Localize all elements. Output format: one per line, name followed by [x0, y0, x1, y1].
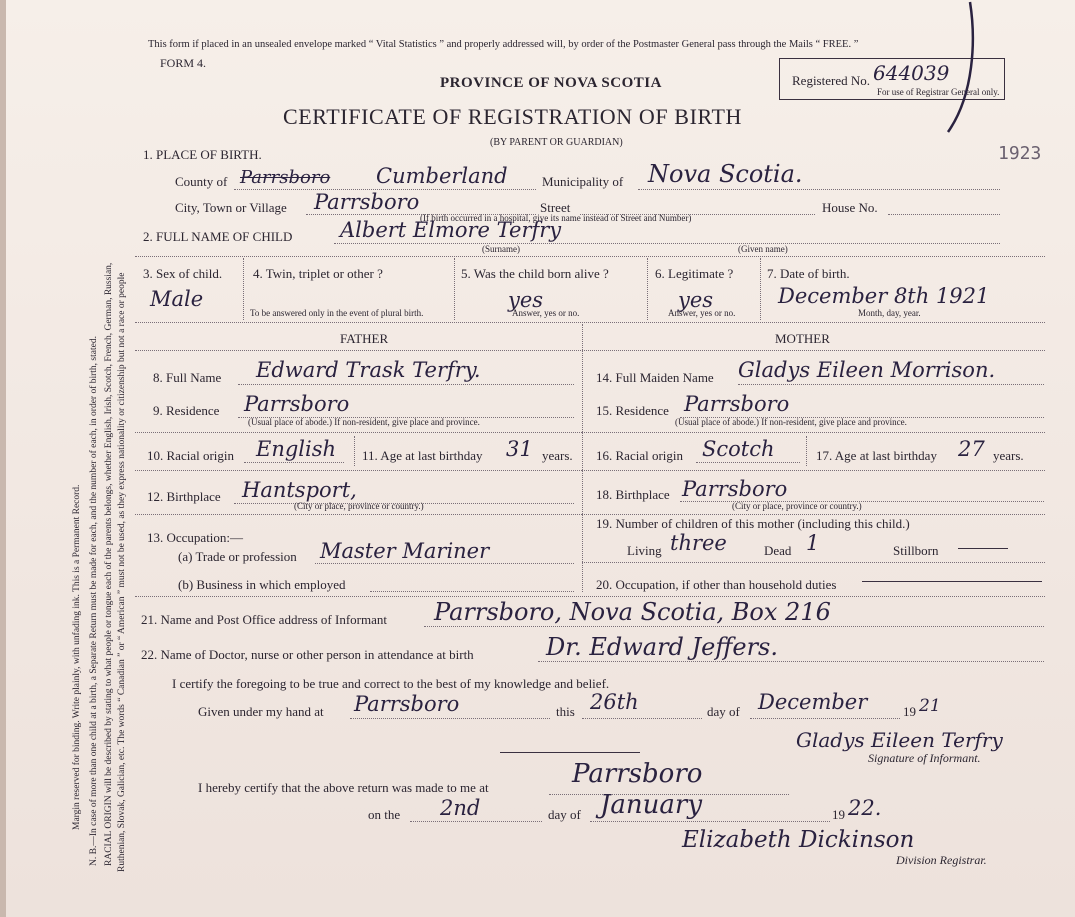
registrar-use-note: For use of Registrar General only.: [877, 87, 1000, 97]
surname-note: (Surname): [482, 244, 520, 254]
legitimate-value: yes: [678, 288, 714, 312]
trade-value: Master Mariner: [320, 539, 490, 563]
children-label: 19. Number of children of this mother (including this child.): [596, 516, 910, 531]
mother-years: years.: [993, 448, 1024, 463]
father-name-label: 8. Full Name: [153, 370, 222, 385]
year-stamp: 1923: [998, 143, 1042, 164]
stillborn-label: Stillborn: [893, 543, 939, 558]
father-age-label: 11. Age at last birthday: [362, 448, 483, 463]
father-divider-3: [135, 514, 582, 515]
child-name-value: Albert Elmore Terfry: [340, 218, 562, 242]
father-name-value: Edward Trask Terfry.: [256, 358, 481, 382]
trade-line: [315, 563, 574, 564]
occupation-label: 13. Occupation:—: [147, 530, 244, 545]
row-divider-heading: [135, 350, 1045, 351]
father-race-label: 10. Racial origin: [147, 448, 235, 463]
col-divider-1: [243, 258, 244, 320]
margin-note-2: N. B.—In case of more than one child at a birth, a Separate Return must be made for each, and the number of each, in order of birth, stated.: [89, 336, 99, 866]
mother-divider-4: [582, 562, 1045, 563]
row-divider-top: [135, 256, 1045, 257]
county-label: County of: [175, 174, 228, 189]
mother-occupation-dash: [862, 581, 1042, 582]
registrar-day-of-label: day of: [548, 807, 581, 822]
col-divider-4: [760, 258, 761, 320]
father-age-divider: [354, 436, 355, 466]
municipality-value: Nova Scotia.: [648, 160, 803, 188]
mother-birthplace-value: Parrsboro: [682, 477, 788, 501]
pencil-mark: [940, 0, 980, 140]
col-divider-2: [454, 258, 455, 320]
mother-name-line: [738, 384, 1044, 385]
place-of-birth-label: 1. PLACE OF BIRTH.: [143, 147, 262, 162]
father-divider-2: [135, 470, 582, 471]
father-name-line: [238, 384, 574, 385]
mother-race-value: Scotch: [702, 437, 775, 461]
doctor-value: Dr. Edward Jeffers.: [546, 633, 778, 661]
informant-line: [424, 626, 1044, 627]
registrar-year-value: 22.: [848, 796, 882, 820]
father-residence-label: 9. Residence: [153, 403, 220, 418]
mother-race-label: 16. Racial origin: [596, 448, 684, 463]
registrar-certify-text: I hereby certify that the above return was made to me at: [198, 780, 489, 795]
father-birthplace-note: (City or place, province or country.): [294, 501, 424, 511]
day-of-label: day of: [707, 704, 740, 719]
father-race-value: English: [256, 437, 337, 461]
city-label: City, Town or Village: [175, 200, 287, 215]
house-label: House No.: [822, 200, 878, 215]
business-label: (b) Business in which employed: [178, 577, 346, 592]
registrar-day-value: 2nd: [440, 796, 481, 820]
father-birthplace-value: Hantsport,: [242, 478, 357, 502]
alive-value: yes: [508, 288, 544, 312]
dob-label: 7. Date of birth.: [767, 266, 850, 281]
city-value: Parrsboro: [314, 190, 420, 214]
registered-label: Registered No.: [792, 73, 870, 88]
mother-race-line: [696, 462, 800, 463]
page-title: CERTIFICATE OF REGISTRATION OF BIRTH: [283, 104, 742, 129]
registrar-signature: Elizabeth Dickinson: [682, 827, 915, 853]
house-line: [888, 214, 1000, 215]
father-residence-value: Parrsboro: [244, 392, 350, 416]
father-heading: FATHER: [340, 331, 389, 346]
alive-label: 5. Was the child born alive ?: [461, 266, 609, 281]
child-name-line: [334, 243, 1000, 244]
hospital-note: (If birth occurred in a hospital, give its name instead of Street and Number): [420, 213, 692, 223]
informant-signature-label: Signature of Informant.: [868, 751, 981, 765]
mother-age-divider: [806, 436, 807, 466]
living-value: three: [670, 531, 727, 555]
form-number: FORM 4.: [160, 56, 207, 70]
parents-divider: [582, 324, 583, 592]
mother-divider-3: [582, 514, 1045, 515]
twin-label: 4. Twin, triplet or other ?: [253, 266, 383, 281]
sex-value: Male: [150, 287, 204, 311]
mother-divider-1: [582, 432, 1045, 433]
mother-divider-2: [582, 470, 1045, 471]
margin-note-1: Margin reserved for binding. Write plainly, with unfading ink. This is a Permanent Record.: [72, 484, 82, 830]
child-name-label: 2. FULL NAME OF CHILD: [143, 229, 293, 244]
mother-residence-label: 15. Residence: [596, 403, 669, 418]
mother-residence-note: (Usual place of abode.) If non-resident, give place and province.: [675, 417, 907, 427]
informant-signature: Gladys Eileen Terfry: [796, 728, 1003, 752]
dob-note: Month, day, year.: [858, 308, 921, 318]
given-month-value: December: [758, 690, 868, 714]
informant-label: 21. Name and Post Office address of Informant: [141, 612, 387, 627]
margin-note-3: RACIAL ORIGIN will be described by stating to what people or tongue each of the parents belongs, whether English, Irish, Scotch, French, German, Russian,: [104, 262, 114, 866]
province-heading: PROVINCE OF NOVA SCOTIA: [440, 75, 662, 91]
given-name-note: (Given name): [738, 244, 788, 254]
registrar-month-line: [590, 821, 830, 822]
mother-age-label: 17. Age at last birthday: [816, 448, 937, 463]
doctor-line: [538, 661, 1044, 662]
given-day-line: [582, 718, 702, 719]
certify-text: I certify the foregoing to be true and correct to the best of my knowledge and belief.: [172, 676, 610, 691]
father-years: years.: [542, 448, 573, 463]
father-race-line: [244, 462, 344, 463]
binding-edge: [0, 0, 6, 917]
on-the-label: on the: [368, 807, 401, 822]
page-subtitle: (BY PARENT OR GUARDIAN): [490, 137, 623, 148]
informant-value: Parrsboro, Nova Scotia, Box 216: [434, 598, 831, 626]
living-label: Living: [627, 543, 662, 558]
mother-birthplace-label: 18. Birthplace: [596, 487, 670, 502]
given-day-value: 26th: [590, 690, 639, 714]
registered-number: 644039: [873, 61, 950, 85]
registrar-title: Division Registrar.: [896, 853, 987, 867]
signature-separator: [500, 752, 640, 753]
twin-note: To be answered only in the event of plural birth.: [250, 308, 424, 318]
row-divider-parents: [135, 322, 1045, 323]
father-residence-note: (Usual place of abode.) If non-resident, give place and province.: [248, 417, 480, 427]
registrar-month-value: January: [600, 790, 703, 820]
mother-name-label: 14. Full Maiden Name: [596, 370, 714, 385]
doctor-label: 22. Name of Doctor, nurse or other person in attendance at birth: [141, 647, 474, 662]
mother-birthplace-note: (City or place, province or country.): [732, 501, 862, 511]
municipality-line: [638, 189, 1000, 190]
registrar-year-prefix: 19: [832, 807, 845, 822]
dob-value: December 8th 1921: [778, 284, 990, 308]
given-label: Given under my hand at: [198, 704, 324, 719]
this-label: this: [556, 704, 575, 719]
mother-occupation-label: 20. Occupation, if other than household duties: [596, 577, 837, 592]
registrar-day-line: [410, 821, 542, 822]
given-place-line: [350, 718, 550, 719]
municipality-label: Municipality of: [542, 174, 624, 189]
mother-heading: MOTHER: [775, 331, 830, 346]
father-divider-1: [135, 432, 582, 433]
county-struck: Parrsboro: [240, 167, 331, 188]
county-value: Cumberland: [376, 164, 508, 188]
dead-label: Dead: [764, 543, 792, 558]
given-year-prefix: 19: [903, 704, 916, 719]
father-age-value: 31: [506, 437, 533, 461]
postal-notice: This form if placed in an unsealed envelope marked “ Vital Statistics ” and properly addressed will, by order of the Postmaster General pass through the Mails “ FREE. ”: [148, 39, 859, 50]
given-year-value: 21: [919, 696, 941, 716]
registrar-place-value: Parrsboro: [572, 759, 703, 789]
dead-value: 1: [806, 531, 820, 555]
stillborn-dash: [958, 548, 1008, 549]
row-divider-bottom: [135, 596, 1045, 597]
father-birthplace-label: 12. Birthplace: [147, 489, 221, 504]
trade-label: (a) Trade or profession: [178, 549, 297, 564]
mother-name-value: Gladys Eileen Morrison.: [738, 358, 996, 382]
alive-note: Answer, yes or no.: [512, 308, 580, 318]
legitimate-label: 6. Legitimate ?: [655, 266, 734, 281]
mother-residence-value: Parrsboro: [684, 392, 790, 416]
margin-note-4: Ruthenian, Slovak, Galician, etc. The words “ Canadian ” or “ American ” must not be used, as they express nationality or citizenship but not a race or people: [117, 272, 127, 872]
mother-age-value: 27: [958, 437, 985, 461]
street-label: Street: [540, 200, 571, 215]
business-line: [370, 591, 574, 592]
given-month-line: [750, 718, 900, 719]
sex-label: 3. Sex of child.: [143, 266, 223, 281]
legitimate-note: Answer, yes or no.: [668, 308, 736, 318]
col-divider-3: [647, 258, 648, 320]
given-place-value: Parrsboro: [354, 692, 460, 716]
